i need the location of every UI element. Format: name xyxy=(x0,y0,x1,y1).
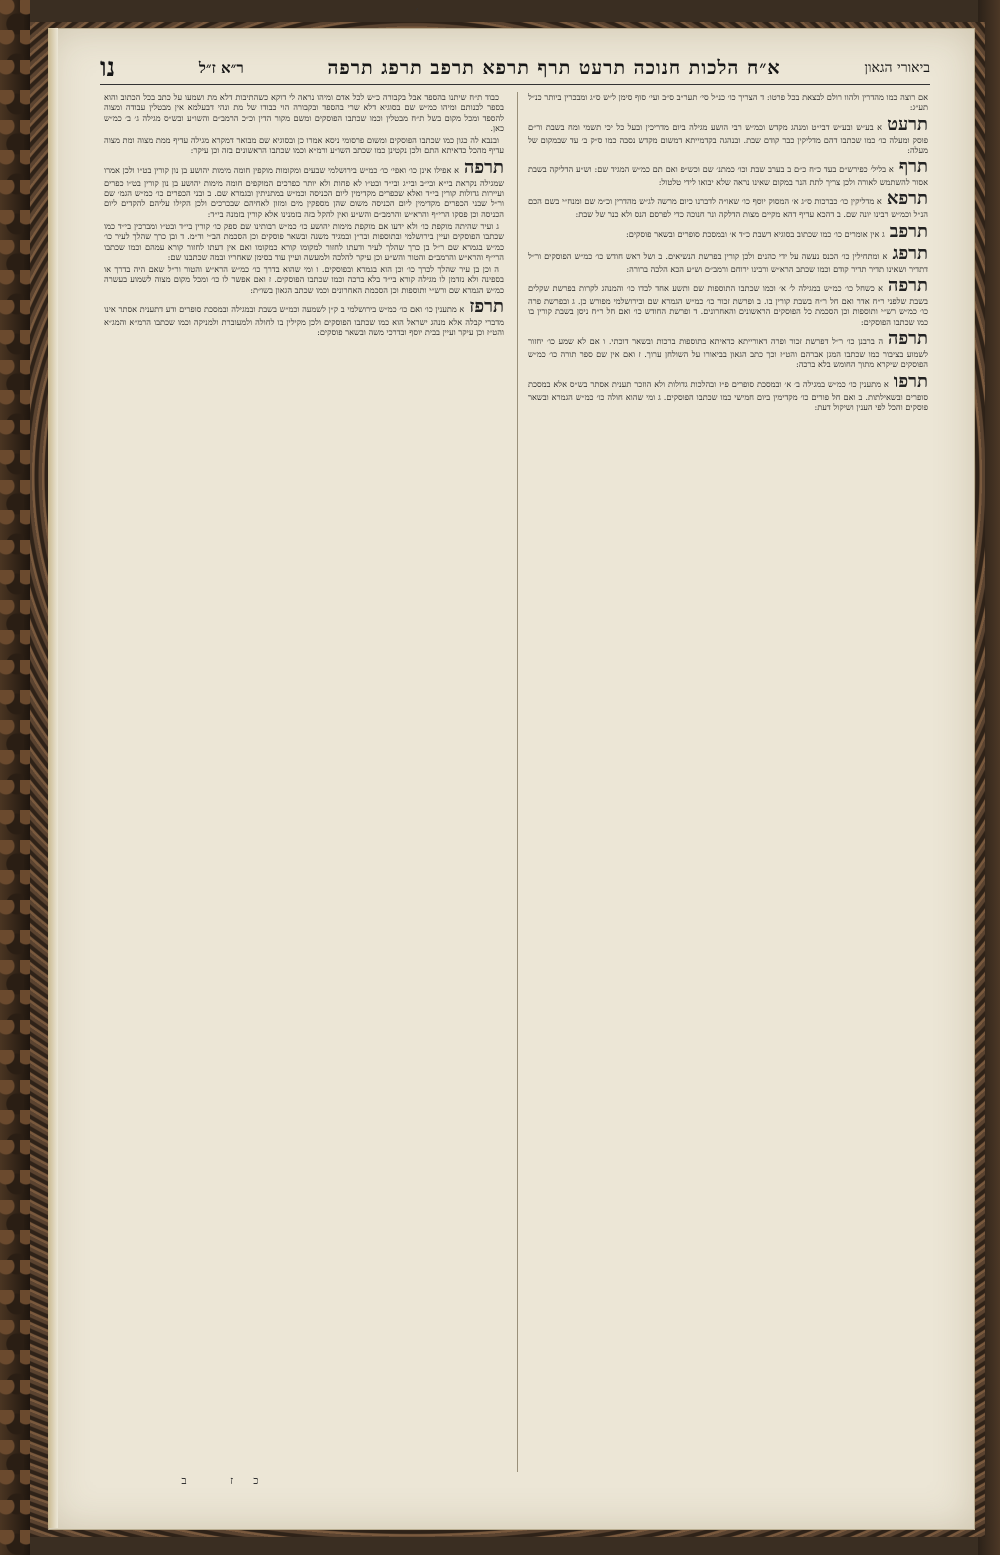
paragraph xyxy=(528,222,928,242)
paragraph-text: א בע״ש ובע״ש דבי״ט ומנהג מקדש וכמ״ש רבי הושע מגילה ביום מדריכין ובעל כל יכי תשמי ומח בשבת ור״ם פוסק ומעלה כו׳ כמו שכתבו דהם מדליקין כבר קודם שבת. ובנהגה בקדמייתא דמשום מקדש נסבה כמו ס״ק ב׳ עד שבמקום של מעלה: xyxy=(528,121,928,155)
paragraph xyxy=(104,264,504,295)
paragraph-text: א מדליקין כו׳ כברכות ס״ג א׳ המסוק יוסף כו׳ שאו״ה לדברנו כיום מרשה לג״ש מהדרין וכ״מ שם ומנח״י בשם הכם הנ״ל וכמ״ש רבינו יונה שם. ב דהכא עדיף דהא מקיים מצות הדלקה ונר חנוכה כדי לפרסם הנס ולא כנר של שבת: xyxy=(528,196,928,220)
paragraph xyxy=(104,135,504,156)
paragraph xyxy=(104,158,504,219)
siman-heading: תרפז xyxy=(469,296,504,318)
siman-heading: תרעט xyxy=(887,113,928,135)
paragraph-text: ג אין אומרים כו׳ כמו שכתוב בסוגיא דשבת כ״ד א׳ ובמסכת סופרים ובשאר פוסקים: xyxy=(626,228,885,239)
paragraph-text: כבוד ת״ח שיתנו בהספד אבל בקבורה כ״ש לכל אדם ומיהו נראה לי דוקא כשהתיבות דלא מת ושמעו על כתב בכל הכתוב והוא בספר לכנותם ומיהו כמ״ש שם בסוגיא דלא שרי בהספד ובקבורה הוי כבודו של מת ונהי דבעלמא אין מבטלין עבודה ומצוה להספד ומכל מקום בשל ת״ח מבטלין וכמו שכתבו הפוסקים ומשם מקור הדין וכ״כ הרמב״ם והשו״ע ובש״ס מגילה ג׳ ב׳ כמ״ש כאן. xyxy=(104,92,504,133)
paragraph-text: א בליל׳ כפירש״ם בעד כ״ח כ״ם ב בערב שבת וכו׳ כמתנ׳ שם וכש״פ ואם תם כמ״ש המגיד שם: וש״ע הדליקה בשבת אסור להשתמש לאורה ולכן צריך לתת הנר במקום שאינו נראה שלא יבואו לידי טלטול: xyxy=(528,164,928,188)
right-column xyxy=(528,92,928,1474)
paragraph xyxy=(528,372,928,413)
paragraph xyxy=(528,329,928,370)
paragraph-text: א מתענין כו׳ כמ״ש במגילה ב׳ א׳ ובמסכת סופרים פ״ז ובהלכות גדולות ולא הוזכר תענית אסתר בש״ס אלא במסכת סופרים ובשאילתות. ב ואם חל פורים כו׳ מקדימין ביום חמישי כמו שכתבו הפוסקים. ג ומי שהוא חולה כו׳ כמ״ש הגמרא ובשאר פוסקים והכל לפי הענין ושיקול דעת: xyxy=(528,378,928,412)
left-column xyxy=(104,92,504,1474)
siman-heading: תרפה xyxy=(888,275,928,297)
printer-signature: כז ב xyxy=(181,1474,279,1487)
paragraph xyxy=(528,115,928,156)
paragraph-text: ה וכן בן עיר שהלך לכרך כו׳ וכן הוא בגמרא ובפוסקים. ו ומי שהוא בדרך כו׳ כמ״ש הרא״ש והטור ור״ל שאם היה בדרך או בספינה ולא נזדמן לו מגילה קורא בי״ד בלא ברכה וכמו שכתבו הפוסקים. ז ואם אפשר לו כו׳ ומכל מקום מצוה לשמוע בעשרה כמ״ש הגמרא שם ורש״י ותוספות וכן הסכמת האחרונים וכמו שכתב הגאון בשו״ת: xyxy=(104,264,504,295)
paragraph xyxy=(528,276,928,327)
paragraph-text: א ומתחילין כו׳ הכנס נעשה על ידי כהנים ולכן קורין בפרשת הנשיאים. ב ושל ראש חודש כו׳ כמ״ש הפוסקים ור״ל דתדיר ושאינו תדיר תדיר קודם וכמו שכתב הרא״ש ורבינו ירוחם ורמב״ם וש״ע הכא הלכה ברורה: xyxy=(528,250,928,274)
running-header xyxy=(100,52,930,85)
right-column-intro: אם רוצה כמו מהדרין ולהוו רולם לבצאת בכל פרטו: ד הצריך כו׳ כנ״ל סי׳ תער״ב ס״ב ועי׳ סוף סימן ל״ש ס״ג ומבכרין ביותר כנ״ל תע״ג: xyxy=(528,92,928,113)
paragraph xyxy=(104,92,504,133)
siman-heading: תרפב xyxy=(889,220,928,242)
paragraph-text: א מתענין כו׳ ואם כו׳ כמ״ש בירושלמי ב ק״ן לשמעה וכמ״ש בשבת ובמגילה ובמסכת סופרים ודע דתענית אסתר אינו מדברי קבלה אלא מנהג ישראל הוא כמו שכתבו הפוסקים ולכן מקילין בו לחולה ולמעוברת ולמניקה וכמו שכתבו הרמ״א והמג״א והט״ז וכן עיקר ועיין בבית יוסף ובדרכי משה ובשאר פוסקים: xyxy=(104,304,504,338)
folio-mark: ׳ xyxy=(415,4,419,17)
book-title: ביאורי הגאון xyxy=(864,59,930,76)
header-simanim: א״ח הלכות חנוכה תרעט תרף תרפא תרפב תרפג תרפה xyxy=(327,56,781,79)
siman-heading: תרפג xyxy=(892,242,928,264)
paragraph-text: ובנבא לה כגון כמו שכתבו הפוסקים ומשום פרסומי ניסא אמרו כן ובסוגיא שם מבואר דמקרא מגילה עדיף ממת מצוה ומת מצוה עדיף מהכל כדאיתא התם ולכן נקטינן כמו שכתב השו״ע ורמ״א וכמו שכתבו הראשונים בזה וכן עיקר: xyxy=(104,135,504,156)
paragraph-text: א אפילו אינן כו׳ ואפי׳ כו׳ כמ״ש בירושלמי שבעים ומקומות מוקפין חומה מימות יהושע בן נון קורין בט״ו ולכן אמרו שמגילה נקראת בי״א ובי״ב ובי״ג ובי״ד ובט״ו לא פחות ולא יותר כפרכים המוקפים חומה מימות יהושע בן נון קורין בט״ו כפרים ועיירות גדולות קורין בי״ד ואלא שכפרים מקדימין ליום הכניסה וכמ״ש במתניתין ובגמרא שם. ב ובני הכפרים כו׳ כמ״ש הגמ׳ שם ור״ל שבני הכפרים מקדימין ליום הכניסה משום שהן מספקין מים ומזון לאחיהם שבכרכים ולכן הקילו עליהם להקדים ליום הכניסה וכן פסקו הרי״ף והרא״ש והרמב״ם והש״ע ואין להקל בזה בזמנינו אלא קורין בזמנה בי״ד: xyxy=(104,164,504,219)
binding-board-left xyxy=(0,0,30,1555)
siman-heading: תרפא xyxy=(886,188,928,210)
column-divider xyxy=(517,92,518,1472)
paragraph xyxy=(104,221,504,262)
paragraph xyxy=(528,189,928,219)
header-author: ר״א ז״ל xyxy=(198,58,244,77)
paragraph-text: ג ועיר שהיתה מוקפת כו׳ ולא ידעו אם מוקפת מימות יהושע כו׳ כמ״ש רבותינו שם ספק כו׳ קורין בי״ד ובט״ו ומברכין בי״ד כמו שכתבו הפוסקים ועיין בירושלמי ובתוספות ובר״ן ובמגיד משנה ובשאר פוסקים וכן הסכמת הב״י וד״מ. ד ובן כרך שהלך לעיר כו׳ כמ״ש בגמרא שם ר״ל בן כרך שהלך לעיר ודעתו לחזור למקומו קורא כמקומו ואם אין דעתו לחזור קורא עמהם וכמו שכתבו הרי״ף והרא״ש והרמב״ם והטור והש״ע וכן עיקר להלכה ולמעשה ועיין עוד בסימן שאחריו ובמה שכתבנו שם: xyxy=(104,220,504,262)
paragraph xyxy=(528,244,928,274)
paragraph xyxy=(528,157,928,187)
siman-heading: תרפה xyxy=(888,327,928,349)
siman-heading: תרף xyxy=(898,156,928,178)
siman-heading: תרפה xyxy=(464,156,504,178)
page-gutter xyxy=(48,28,58,1528)
paragraph-text: א כשחל כו׳ כמ״ש במגילה ל׳ א׳ וכמו שכתבו התוספות שם ותשע אחד לבדו כו׳ והמנהג לקרות בפרשת שקלים בשבת שלפני ר״ח אדר ואם חל ר״ח בשבת קורין בו. ב ופרשת זכור כו׳ כמ״ש הגמרא שם ובירושלמי מפורש כן. ג ובפרשת פרה כו׳ כמ״ש רש״י ותוספות וכן הסכמת כל הפוסקים הראשונים והאחרונים. ד ופרשת החודש כו׳ ואם חל ר״ח ניסן בשבת קורין בו כמו שכתבו הפוסקים: xyxy=(528,283,928,327)
paragraph-text: ה ברבנן כו׳ ר״ל דפרשת זכור ופרה דאורייתא כדאיתא בתוספות ברכות ובשאר דוכתי. ו אם לא שמע כו׳ יחזור לשמוע בציבור כמו שכתבו המגן אברהם והט״ז וכך כתב הגאון בביאורו על השולחן ערוך. ז ואם אין שם ספר תורה כו׳ כמ״ש הפוסקים שיקרא מתוך החומש בלא ברכה: xyxy=(528,335,928,370)
paragraph xyxy=(104,297,504,338)
page-number: נו xyxy=(100,53,116,83)
siman-heading: תרפו xyxy=(893,370,928,392)
